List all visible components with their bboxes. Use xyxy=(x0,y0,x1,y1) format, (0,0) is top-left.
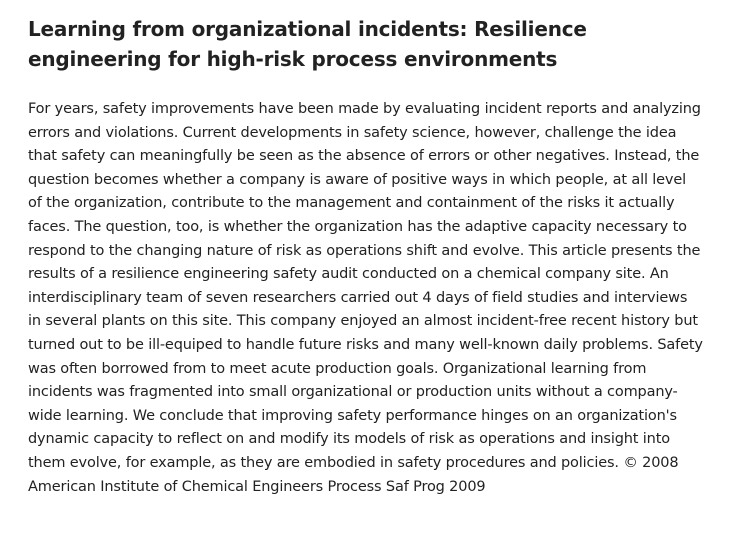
article-container xyxy=(28,14,704,499)
article-title: Learning from organizational incidents: Resilience engineering for high-risk process environments xyxy=(28,17,587,71)
article-abstract: For years, safety improvements have been made by evaluating incident reports and analyzing errors and violations. Current developments in safety science, however, challenge the idea that safety can meaningfully be seen as the absence of errors or other negatives. Instead, the question becomes whether a company is aware of positive ways in which people, at all level of the organization, contribute to the management and containment of the risks it actually faces. The question, too, is whether the organization has the adaptive capacity necessary to respond to the changing nature of risk as operations shift and evolve. This article presents the results of a resilience engineering safety audit conducted on a chemical company site. An interdisciplinary team of seven researchers carried out 4 days of field studies and interviews in several plants on this site. This company enjoyed an almost incident-free recent history but turned out to be ill-equiped to handle future risks and many well-known daily problems. Safety was often borrowed from to meet acute production goals. Organizational learning from incidents was fragmented into small organizational or production units without a company-wide learning. We conclude that improving safety performance hinges on an organization's dynamic capacity to reflect on and modify its models of risk as operations and insight into them evolve, for example, as they are embodied in safety procedures and policies. © 2008 American Institute of Chemical Engineers Process Saf Prog 2009 xyxy=(28,101,703,495)
